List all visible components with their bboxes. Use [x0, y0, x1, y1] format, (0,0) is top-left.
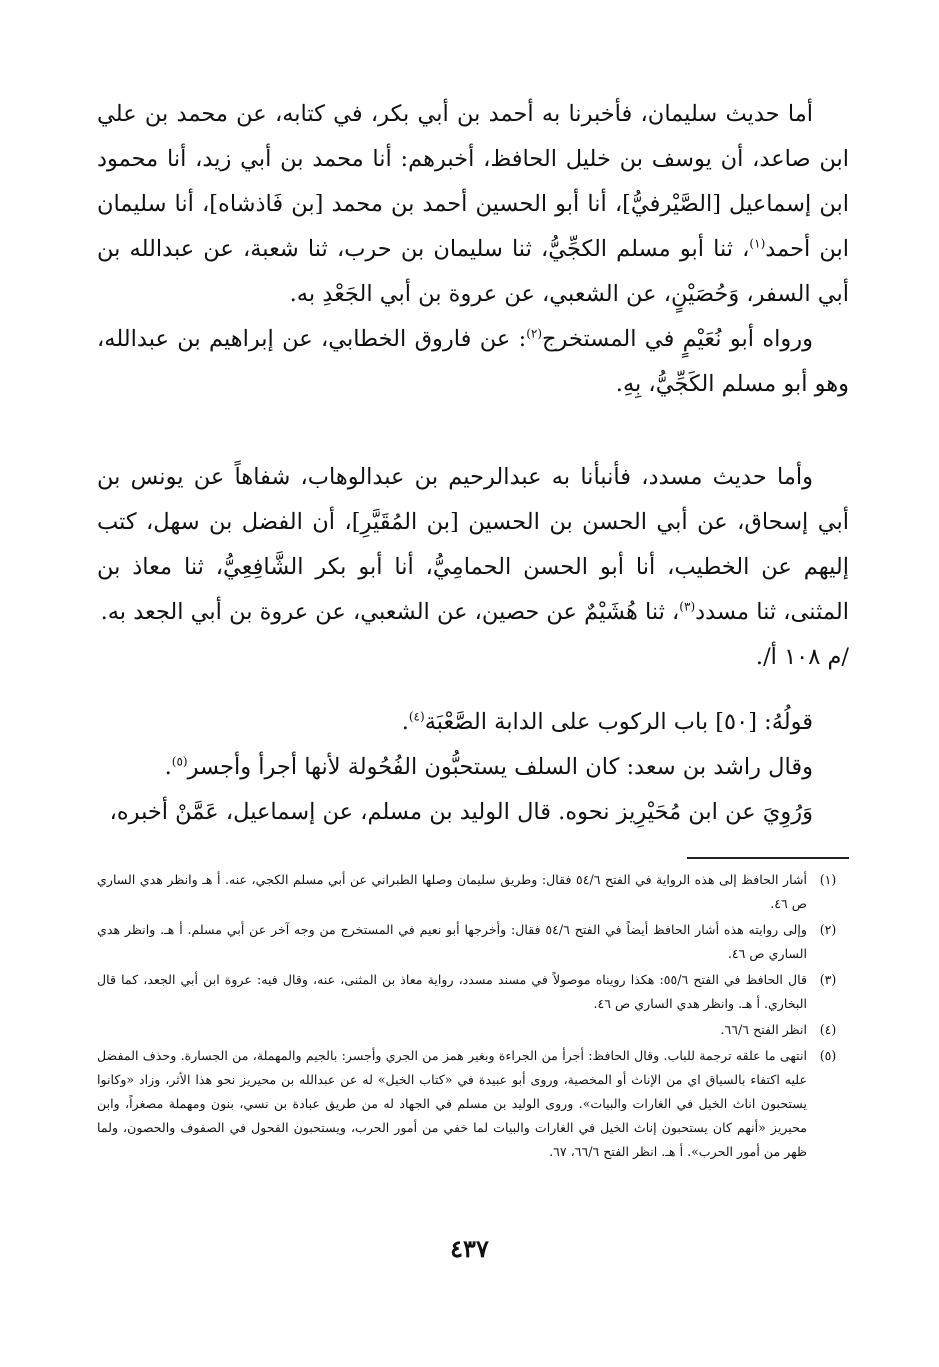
footnote-ref-2[interactable]: (٢)	[526, 326, 543, 341]
paragraph-sulayman-chain	[97, 92, 849, 317]
text-segment: وأما حديث مسدد، فأنبأنا به عبدالرحيم بن عبدالوهاب، شفاهاً عن يونس بن أبي إسحاق، عن أبي الحسن بن الحسين [بن المُقَيَّرِ]، أن الفضل بن سهل، كتب إليهم عن الخطيب، أنا أبو الحسن الحمامِيُّ، أنا أبو بكر الشَّافِعِيُّ، ثنا معاذ بن المثنى، ثنا مسدد	[97, 464, 849, 625]
footnote-number: (٥)	[819, 1048, 837, 1063]
footnote-number: (٣)	[819, 972, 837, 987]
main-text	[97, 92, 849, 835]
page-number: ٤٣٧	[450, 1234, 489, 1263]
text-segment: ، ثنا أبو مسلم الكجِّيُّ، ثنا سليمان بن حرب، ثنا شعبة، عن عبدالله بن أبي السفر، وَحُصَيْنٍ، عن الشعبي، عن عروة بن أبي الجَعْدِ به.	[97, 236, 849, 307]
spacer	[97, 680, 849, 700]
paragraph-abu-nuaym	[97, 317, 849, 407]
footnote-text: انظر الفتح ٦٦/٦.	[720, 1022, 807, 1037]
text-segment: : عن فاروق الخطابي، عن إبراهيم بن عبدالله، وهو أبو مسلم الكَجِّيُّ، بِهِ.	[97, 326, 849, 397]
footnote-text: أشار الحافظ إلى هذه الرواية في الفتح ٥٤/٦ فقال: وطريق سليمان وصلها الطبراني عن أبي مسلم الكجي، عنه. أ هـ وانظر هدي الساري ص ٤٦.	[97, 872, 807, 911]
footnote-ref-5[interactable]: (٥)	[171, 754, 188, 769]
text-segment: وقال راشد بن سعد: كان السلف يستحبُّون الفُحُولة لأنها أجرأ وأجسر	[187, 754, 813, 780]
footnote-3	[97, 968, 849, 1016]
footnote-separator	[687, 857, 849, 859]
footnote-2	[97, 918, 849, 966]
text-segment: قولُهُ: [٥٠] باب الركوب على الدابة الصَّعْبَة	[424, 709, 813, 735]
footnote-4	[97, 1018, 849, 1042]
spacer	[97, 407, 849, 455]
text-segment: ورواه أبو نُعَيْمٍ في المستخرج	[542, 326, 813, 352]
footnote-text: وإلى روايته هذه أشار الحافظ أيضاً في الفتح ٥٤/٦ فقال: وأخرجها أبو نعيم في المستخرج من وجه آخر عن أبي مسلم. أ هـ. وانظر هدي الساري ص ٤٦.	[97, 922, 807, 961]
footnote-number: (٢)	[819, 922, 837, 937]
text-segment: أما حديث سليمان، فأخبرنا به أحمد بن أبي بكر، في كتابه، عن محمد بن علي ابن صاعد، أن يوسف بن خليل الحافظ، أخبرهم: أنا محمد بن أبي زيد، أنا محمود ابن إسماعيل [الصَّيْرفيُّ]، أنا أبو الحسين أحمد بن محمد [بن فَاذشاه]، أنا سليمان ابن أحمد	[97, 101, 849, 262]
footnote-number: (١)	[819, 872, 837, 887]
paragraph-ibn-muhayriz: وَرُوِيَ عن ابن مُحَيْرِيز نحوه. قال الوليد بن مسلم، عن إسماعيل، عَمَّنْ أخبره،	[109, 799, 813, 825]
text-segment: .	[164, 754, 172, 780]
paragraph-musaddad-chain	[97, 455, 849, 635]
footnote-text: انتهى ما علقه ترجمة للباب. وقال الحافظ: أجرأ من الجراءة وبغير همز من الجري وأجسر: بالجيم والمهملة، من الجسارة. وحذف المفضل عليه اكتفاء بالسياق اي من الإناث أو المخصية، وروى أبو عبيدة في «كتاب الخيل» له عن عبدالله بن محيريز نحو هذا الأثر، وزاد «وكانوا يستحبون اناث الخيل في الغارات والبيات». وروى الوليد بن مسلم في الجهاد له من طريق عبادة بن نسي، بنون ومهملة مصغراً، وابن محيريز «أنهم كان يستحبون إناث الخيل في الغارات والبيات لما خفي من أمور الحرب، ويستحبون الفحول في الصفوف والحصون، ولما ظهر من أمور الحرب». أ هـ. انظر الفتح ٦٦/٦، ٦٧.	[97, 1048, 807, 1159]
footnote-text: قال الحافظ في الفتح ٥٥/٦: هكذا رويناه موصولاً في مسند مسدد، رواية معاذ بن المثنى، عنه، وقال فيه: عروة ابن أبي الجعد، كما قال البخاري. أ هـ. وانظر هدي الساري ص ٤٦.	[97, 972, 807, 1011]
footnote-ref-4[interactable]: (٤)	[408, 709, 425, 724]
footnote-1	[97, 868, 849, 916]
chapter-heading	[97, 700, 849, 745]
paragraph-rashid	[97, 745, 849, 790]
text-segment: .	[401, 709, 409, 735]
manuscript-marker: /م ١٠٨ أ/.	[755, 644, 849, 670]
footnote-number: (٤)	[819, 1022, 837, 1037]
footnote-ref-3[interactable]: (٣)	[679, 599, 696, 614]
footnotes	[97, 868, 849, 1166]
footnote-5	[97, 1044, 849, 1164]
text-segment: ، ثنا هُشَيْمٌ عن حصين، عن الشعبي، عن عروة بن أبي الجعد به.	[100, 599, 680, 625]
footnote-ref-1[interactable]: (١)	[749, 236, 766, 251]
